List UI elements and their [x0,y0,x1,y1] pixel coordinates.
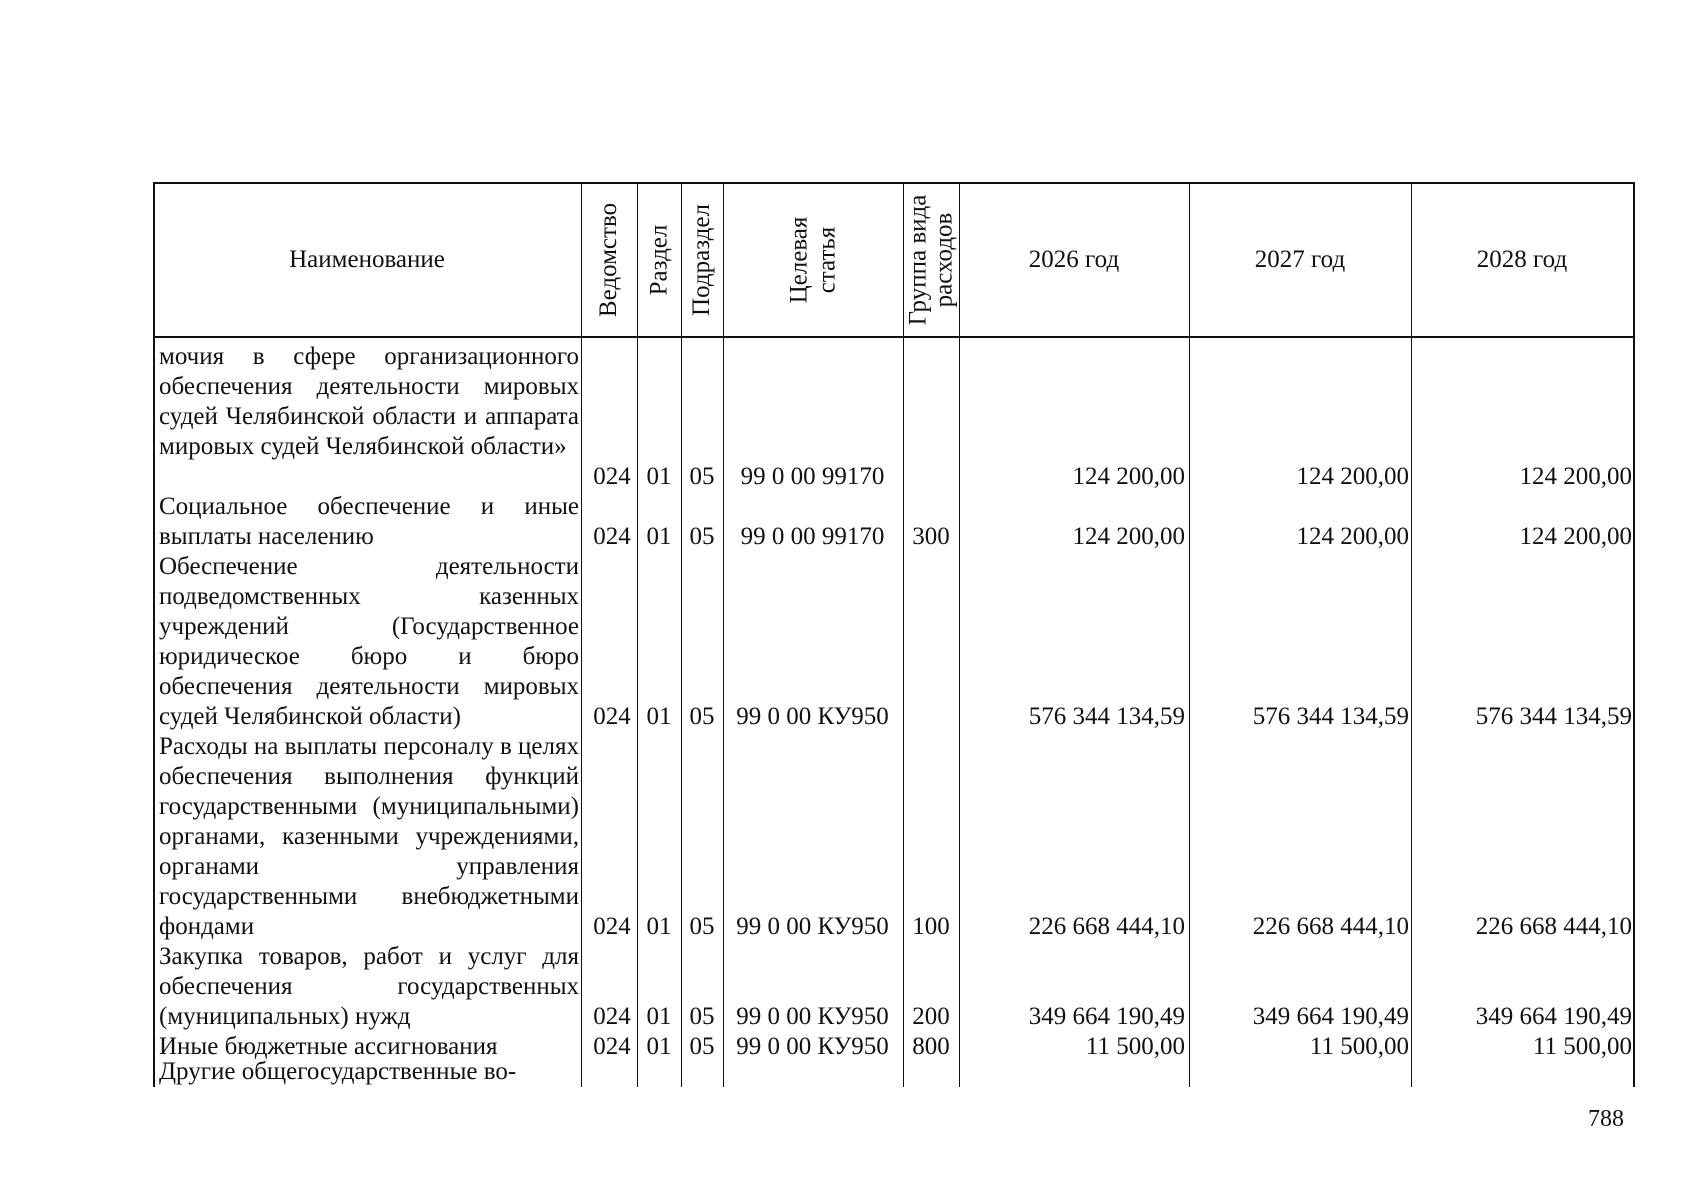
row-subsection: 05 [689,1003,715,1030]
row-value-2028: 576 344 134,59 [1475,703,1632,730]
row-value-2027: 11 500,00 [1309,1033,1409,1060]
header-target-line1: Целевая [784,216,812,304]
row-department: 024 [593,703,631,730]
row-department: 024 [593,523,631,550]
row-department: 024 [593,913,631,940]
row-target-article: 99 0 00 КУ950 [736,1033,889,1060]
row-target-article: 99 0 00 КУ950 [736,703,889,730]
header-expense-group-text [905,195,957,326]
row-value-2027: 124 200,00 [1296,463,1409,490]
row-section: 01 [646,913,672,940]
row-value-2026: 226 668 444,10 [1028,913,1185,940]
row-name: мочия в сфере организационного обеспечения деятельности мировых судей Челябинской области и аппарата мировых судей Челябинской области» [159,343,579,460]
row-value-2026: 124 200,00 [1072,463,1185,490]
row-section: 01 [646,703,672,730]
header-year-2028 [1411,182,1633,338]
row-subsection: 05 [689,703,715,730]
row-department: 024 [593,463,631,490]
header-department-text: Ведомство [595,202,623,318]
header-target-article [723,182,903,338]
row-value-2027: 576 344 134,59 [1252,703,1409,730]
header-target-article-text [785,217,841,304]
header-department [581,182,637,338]
row-name: Закупка товаров, работ и услуг для обеспечения государственных (муниципальных) нужд [159,943,579,1030]
row-name: Социальное обеспечение и иные выплаты населению [159,493,579,550]
row-value-2026: 124 200,00 [1072,523,1185,550]
row-name: Обеспечение деятельности подведомственных казенных учреждений (Государственное юридическое бюро и бюро обеспечения деятельности мировых судей Челябинской области) [159,553,579,730]
row-target-article: 99 0 00 99170 [740,463,885,490]
header-section-text: Раздел [645,224,672,296]
header-expense-line2: расходов [930,212,957,308]
row-section: 01 [646,463,672,490]
table-right-border [1633,182,1635,1087]
row-value-2027: 349 664 190,49 [1252,1003,1409,1030]
row-value-2027: 226 668 444,10 [1252,913,1409,940]
row-expense-group: 200 [912,1003,950,1030]
row-name: Другие общегосударственные во- [159,1058,517,1085]
header-section [637,182,681,338]
row-target-article: 99 0 00 99170 [740,523,885,550]
row-target-article: 99 0 00 КУ950 [736,1003,889,1030]
row-section: 01 [646,1003,672,1030]
row-name: Расходы на выплаты персоналу в целях обеспечения выполнения функций государственными (муниципальными) органами, казенными учреждениями, органами управления государственными внебюджетными фондами [159,733,579,940]
row-section: 01 [646,1033,672,1060]
row-subsection: 05 [689,463,715,490]
row-value-2027: 124 200,00 [1296,523,1409,550]
page-number: 788 [1588,1106,1624,1132]
row-target-article: 99 0 00 КУ950 [736,913,889,940]
row-value-2028: 226 668 444,10 [1475,913,1632,940]
header-year-2028-text: 2028 год [1476,246,1568,273]
header-expense-line1: Группа вида [904,194,931,326]
header-year-2027-text: 2027 год [1254,246,1346,273]
row-subsection: 05 [689,1033,715,1060]
header-subsection [681,182,723,338]
header-year-2027 [1189,182,1411,338]
row-value-2026: 11 500,00 [1085,1033,1185,1060]
header-name [153,182,581,338]
row-department: 024 [593,1003,631,1030]
row-value-2026: 576 344 134,59 [1028,703,1185,730]
header-name-text: Наименование [289,246,445,273]
row-subsection: 05 [689,913,715,940]
row-expense-group: 300 [912,523,950,550]
row-department: 024 [593,1033,631,1060]
header-year-2026-text: 2026 год [1028,246,1120,273]
header-subsection-text: Подраздел [688,204,715,316]
budget-table [153,182,1635,1087]
row-value-2028: 124 200,00 [1519,463,1632,490]
row-section: 01 [646,523,672,550]
row-value-2028: 124 200,00 [1519,523,1632,550]
header-target-line2: статья [812,226,840,294]
row-expense-group: 100 [912,913,950,940]
row-subsection: 05 [689,523,715,550]
row-name: Иные бюджетные ассигнования [159,1033,498,1060]
row-value-2026: 349 664 190,49 [1028,1003,1185,1030]
header-expense-group [903,182,959,338]
row-value-2028: 11 500,00 [1532,1033,1632,1060]
header-year-2026 [959,182,1189,338]
row-value-2028: 349 664 190,49 [1475,1003,1632,1030]
row-expense-group: 800 [912,1033,950,1060]
